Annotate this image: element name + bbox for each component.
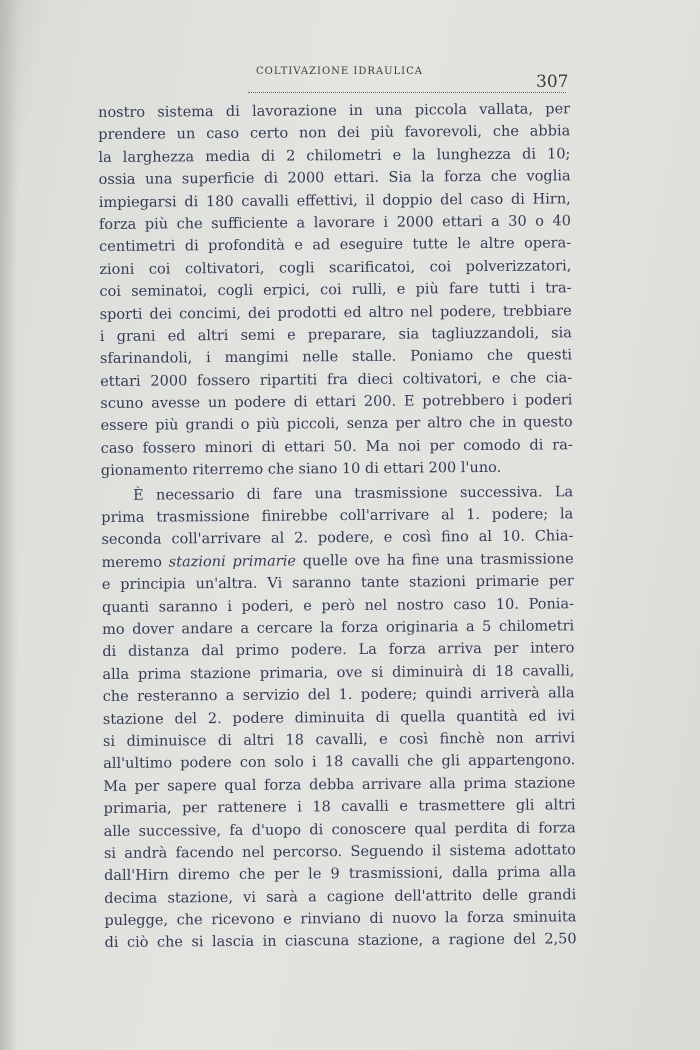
text-fragment: meremo xyxy=(101,554,163,571)
text-line: coi seminatoi, cogli erpici, coi rulli, e più fare tutti i tra- xyxy=(99,280,572,301)
text-line: di ciò che si lascia in ciascuna stazione, a ragione del 2,50 xyxy=(104,931,577,952)
paragraph xyxy=(98,98,573,482)
text-line: decima stazione, vi sarà a cagione dell'attrito delle grandi xyxy=(104,886,577,907)
running-head: COLTIVAZIONE IDRAULICA xyxy=(256,66,423,77)
text-line: mo dover andare a cercare la forza originaria a 5 chilometri xyxy=(102,618,575,638)
text-line: quanti saranno i poderi, e però nel nostro caso 10. Ponia- xyxy=(101,595,575,616)
text-line: di distanza dal primo podere. La forza arriva per intero xyxy=(102,640,575,661)
text-line: zioni coi coltivatori, cogli scarificatoi, coi polverizzatori, xyxy=(99,258,572,278)
text-line: impiegarsi di 180 cavalli effettivi, il doppio del caso di Hirn, xyxy=(98,190,571,211)
text-line: pulegge, che ricevono e rinviano di nuovo la forza sminuita xyxy=(104,909,577,930)
body-text xyxy=(98,98,577,955)
text-line: forza più che sufficiente a lavorare i 2000 ettari a 30 o 40 xyxy=(98,213,572,233)
italic-term: stazioni primarie xyxy=(168,553,296,571)
header-rule xyxy=(248,92,566,93)
text-line: seconda coll'arrivare al 2. podere, e così fino al 10. Chia- xyxy=(101,528,574,549)
page-number: 307 xyxy=(536,72,569,92)
text-line: i grani ed altri semi e preparare, sia tagliuzzandoli, sia xyxy=(99,325,572,345)
text-line: sporti dei concimi, dei prodotti ed altro nel podere, trebbiare xyxy=(99,302,572,323)
text-line: alla prima stazione primaria, ove si diminuirà di 18 cavalli, xyxy=(102,663,575,683)
text-line: caso fossero minori di ettari 50. Ma noi per comodo di ra- xyxy=(100,437,573,457)
text-line: nostro sistema di lavorazione in una piccola vallata, per xyxy=(98,101,571,121)
text-line: si andrà facendo nel percorso. Seguendo il sistema adottato xyxy=(103,842,576,862)
text-line: all'ultimo podere con solo i 18 cavalli che gli appartengono. xyxy=(103,752,576,773)
text-line: si diminuisce di altri 18 cavalli, e così finchè non arrivi xyxy=(102,730,576,750)
text-line: Ma per sapere qual forza debba arrivare alla prima stazione xyxy=(103,774,576,795)
text-line: stazione del 2. podere diminuita di quella quantità ed ivi xyxy=(102,707,575,728)
text-line: alle successive, fa d'uopo di conoscere qual perdita di forza xyxy=(103,819,576,840)
text-line: scuno avesse un podere di ettari 200. E potrebbero i poderi xyxy=(100,392,573,413)
text-line: essere più grandi o più piccoli, senza per altro che in questo xyxy=(100,414,573,435)
text-line: la larghezza media di 2 chilometri e la lunghezza di 10; xyxy=(98,146,571,166)
text-line: primaria, per rattenere i 18 cavalli e trasmettere gli altri xyxy=(103,797,576,818)
text-line: ossia una superficie di 2000 ettari. Sia la forza che voglia xyxy=(98,168,571,189)
text-line: gionamento riterremo che siano 10 di ettari 200 l'uno. xyxy=(100,460,502,480)
text-line: È necessario di fare una trasmissione successiva. La xyxy=(133,483,574,504)
text-line: che resteranno a servizio del 1. podere; quindi arriverà alla xyxy=(102,685,575,706)
text-line: prendere un caso certo non dei più favorevoli, che abbia xyxy=(98,123,571,144)
text-fragment: quelle ove ha fine una trasmissione xyxy=(302,551,574,570)
text-line: e principia un'altra. Vi saranno tante stazioni primarie per xyxy=(101,573,574,594)
text-line: sfarinandoli, i mangimi nelle stalle. Poniamo che questi xyxy=(99,347,573,368)
text-line: prima trasmissione finirebbe coll'arrivare al 1. podere; la xyxy=(101,506,574,527)
text-line: dall'Hirn diremo che per le 9 trasmissioni, dalla prima alla xyxy=(104,864,577,885)
text-line: ettari 2000 fossero ripartiti fra dieci coltivatori, e che cia- xyxy=(100,369,573,390)
text-line: centimetri di profondità e ad eseguire tutte le altre opera- xyxy=(99,235,572,256)
paragraph xyxy=(101,481,577,955)
